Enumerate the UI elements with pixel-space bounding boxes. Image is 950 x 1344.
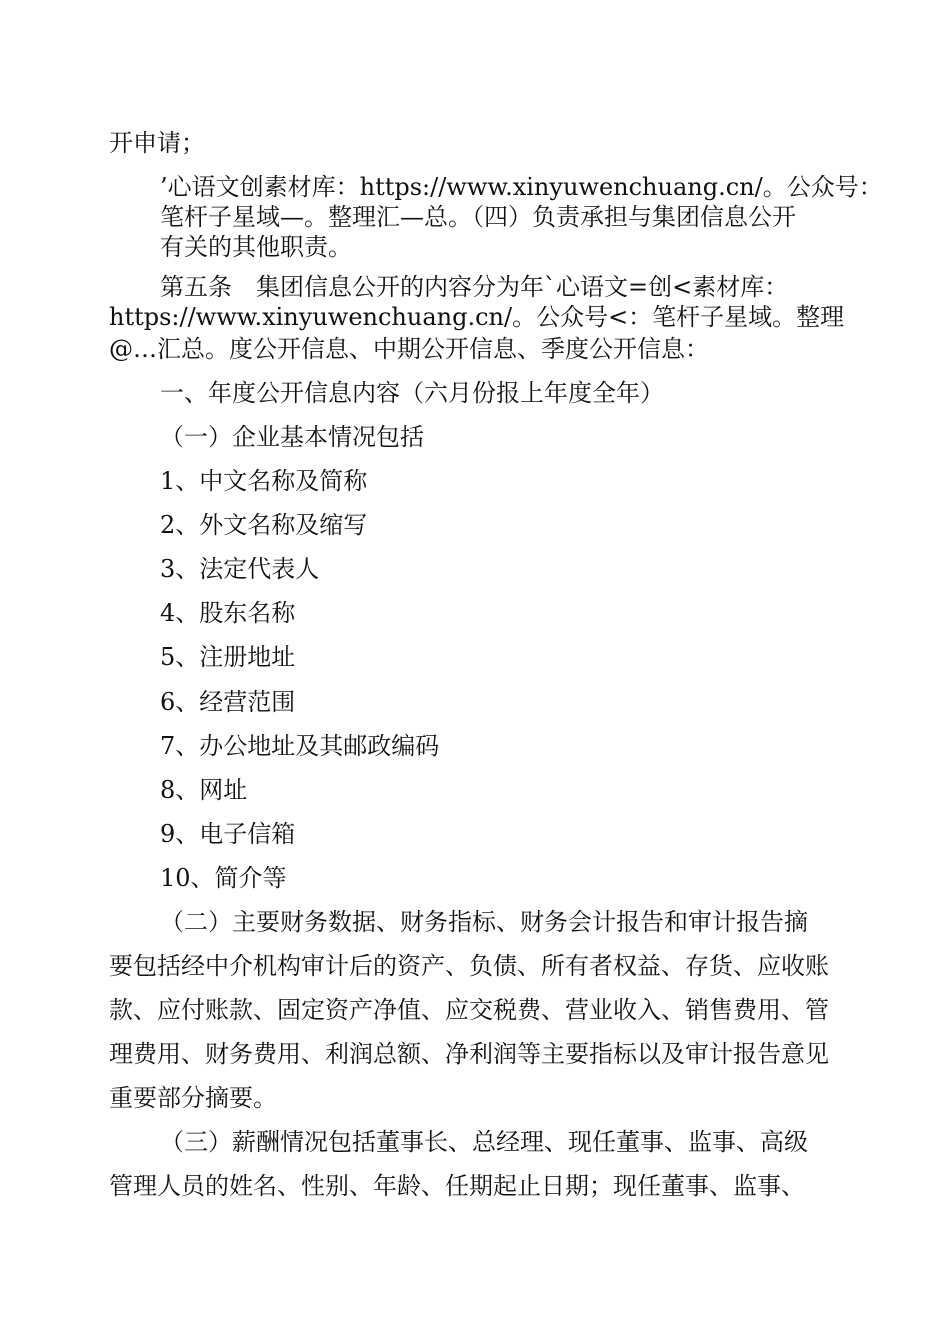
- text-line: 第五条 集团信息公开的内容分为年`心语文=创<素材库：: [160, 273, 789, 301]
- list-item: 1、中文名称及简称: [160, 467, 368, 495]
- text-line: 款、应付账款、固定资产净值、应交税费、营业收入、销售费用、管: [109, 996, 829, 1024]
- list-item: 10、简介等: [160, 864, 287, 892]
- list-item: 3、法定代表人: [160, 555, 320, 583]
- list-item: 6、经营范围: [160, 688, 296, 716]
- list-item: 5、注册地址: [160, 643, 296, 671]
- list-item: 2、外文名称及缩写: [160, 511, 368, 539]
- list-item: 7、办公地址及其邮政编码: [160, 732, 440, 760]
- list-item: 9、电子信箱: [160, 820, 296, 848]
- text-line: 重要部分摘要。: [109, 1084, 277, 1112]
- text-line: 有关的其他职责。: [160, 233, 352, 261]
- text-line: @…汇总。度公开信息、中期公开信息、季度公开信息：: [109, 335, 709, 363]
- text-line: （一）企业基本情况包括: [160, 423, 424, 451]
- list-item: 4、股东名称: [160, 599, 296, 627]
- text-line: 要包括经中介机构审计后的资产、负债、所有者权益、存货、应收账: [109, 952, 829, 980]
- text-line: （二）主要财务数据、财务指标、财务会计报告和审计报告摘: [160, 908, 808, 936]
- text-line: （三）薪酬情况包括董事长、总经理、现任董事、监事、高级: [160, 1128, 808, 1156]
- text-line: 笔杆子星域—。整理汇—总。（四）负责承担与集团信息公开: [160, 203, 796, 231]
- text-line: ’心语文创素材库：https://www.xinyuwenchuang.cn/。公众号：: [160, 173, 883, 201]
- text-line: 管理人员的姓名、性别、年龄、任期起止日期；现任董事、监事、: [109, 1172, 805, 1200]
- list-item: 8、网址: [160, 776, 248, 804]
- text-line: 一、年度公开信息内容（六月份报上年度全年）: [160, 379, 664, 407]
- text-line: https://www.xinyuwenchuang.cn/。公众号<：笔杆子星域。整理: [109, 303, 845, 331]
- text-line: 开申请；: [109, 129, 205, 157]
- text-line: 理费用、财务费用、利润总额、净利润等主要指标以及审计报告意见: [109, 1040, 829, 1068]
